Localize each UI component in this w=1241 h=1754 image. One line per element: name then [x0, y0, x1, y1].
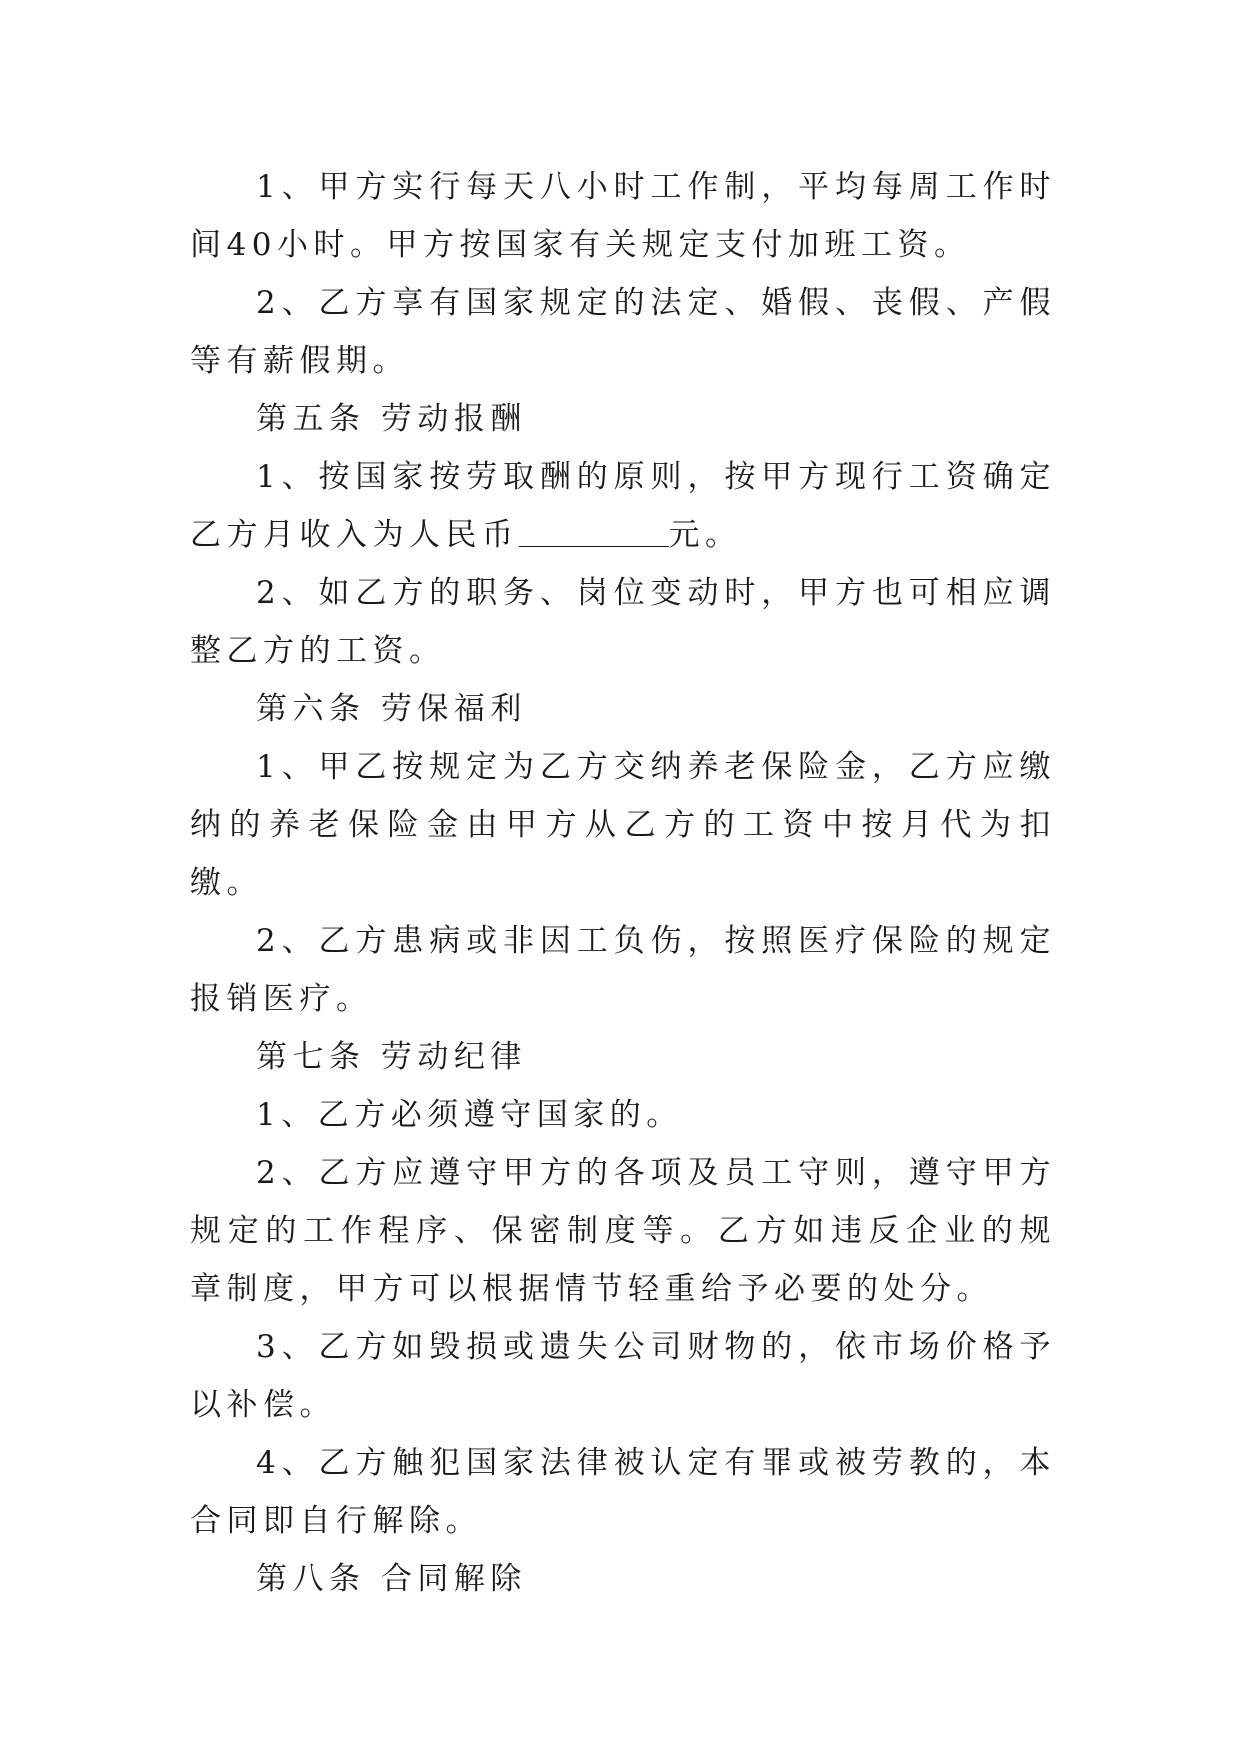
paragraph-property-damage: 3、乙方如毁损或遗失公司财物的，依市场价格予以补偿。: [190, 1329, 1056, 1423]
paragraph-contract-termination-crime: 4、乙方触犯国家法律被认定有罪或被劳教的，本合同即自行解除。: [190, 1445, 1056, 1539]
section-heading-5: 第五条 劳动报酬: [256, 401, 527, 437]
section-heading-7: 第七条 劳动纪律: [256, 1039, 527, 1075]
paragraph-paid-leave: 2、乙方享有国家规定的法定、婚假、丧假、产假等有薪假期。: [190, 285, 1056, 379]
monthly-income-text: 1、按国家按劳取酬的原则，按甲方现行工资确定乙方月收入为人民币: [190, 459, 1056, 553]
income-blank-line: [519, 516, 669, 547]
document-body: [190, 158, 1056, 1608]
paragraph-monthly-income: [190, 448, 1056, 564]
section-heading-6: 第六条 劳保福利: [256, 691, 527, 727]
paragraph-pension-insurance: 1、甲乙按规定为乙方交纳养老保险金，乙方应缴纳的养老保险金由甲方从乙方的工资中按月代为扣缴。: [190, 749, 1056, 901]
paragraph-salary-adjustment: 2、如乙方的职务、岗位变动时，甲方也可相应调整乙方的工资。: [190, 575, 1056, 669]
paragraph-company-rules: 2、乙方应遵守甲方的各项及员工守则，遵守甲方规定的工作程序、保密制度等。乙方如违反企业的规章制度，甲方可以根据情节轻重给予必要的处分。: [190, 1155, 1056, 1307]
paragraph-medical-insurance: 2、乙方患病或非因工负伤，按照医疗保险的规定报销医疗。: [190, 923, 1056, 1017]
paragraph-working-hours: 1、甲方实行每天八小时工作制，平均每周工作时间40小时。甲方按国家有关规定支付加班工资。: [190, 169, 1056, 263]
monthly-income-unit: 元。: [668, 517, 742, 553]
paragraph-obey-laws: 1、乙方必须遵守国家的。: [256, 1097, 683, 1133]
section-heading-8: 第八条 合同解除: [256, 1561, 527, 1597]
